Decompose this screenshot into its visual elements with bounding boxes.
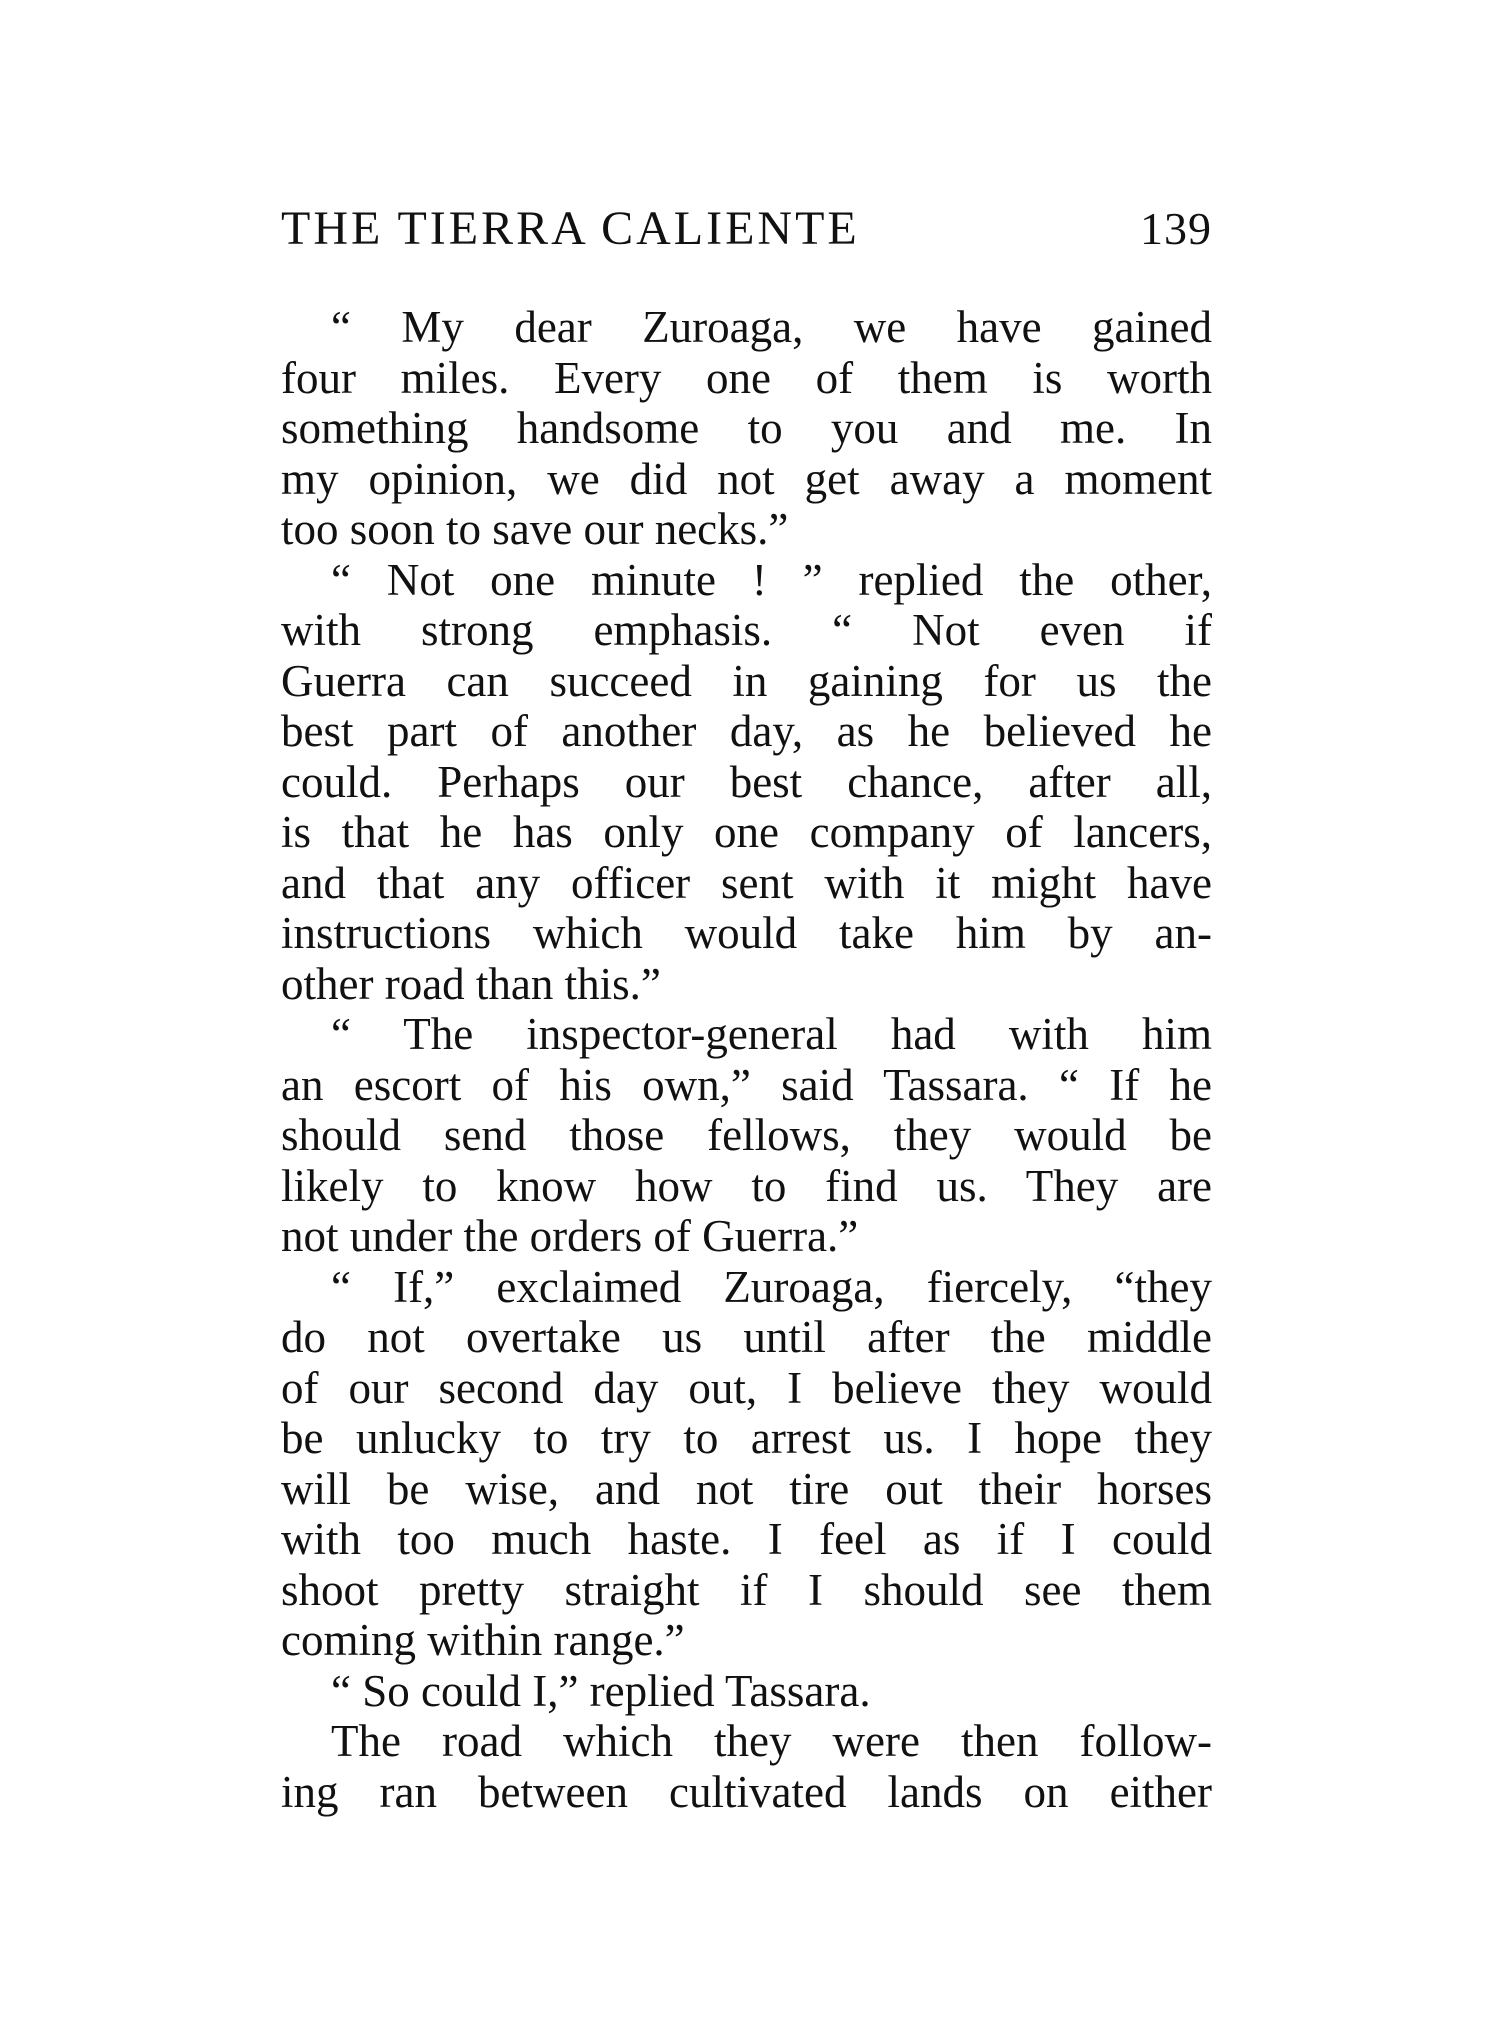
text-line: something handsome to you and me. In [281, 403, 1212, 453]
text-line: be unlucky to try to arrest us. I hope they [281, 1413, 1212, 1463]
text-line: my opinion, we did not get away a moment [281, 453, 1212, 504]
page-number: 139 [1140, 203, 1212, 254]
text-line: and that any officer sent with it might have [281, 857, 1212, 908]
text-line: The road which they were then follow- [331, 1716, 1212, 1766]
text-line: with strong emphasis. “ Not even if [281, 605, 1212, 655]
text-line: should send those fellows, they would be [281, 1110, 1212, 1160]
text-line: four miles. Every one of them is worth [281, 352, 1212, 403]
text-line: coming within range.” [281, 1615, 685, 1665]
running-title: THE TIERRA CALIENTE [281, 202, 860, 255]
text-line: do not overtake us until after the middle [281, 1312, 1212, 1362]
text-line: “ The inspector-general had with him [331, 1009, 1212, 1059]
text-line: is that he has only one company of lancers, [281, 807, 1212, 857]
text-line: too soon to save our necks.” [281, 504, 789, 554]
text-line: shoot pretty straight if I should see them [281, 1564, 1212, 1615]
text-line: “ So could I,” replied Tassara. [331, 1665, 871, 1716]
text-line: with too much haste. I feel as if I could [281, 1514, 1212, 1564]
text-line: “ Not one minute ! ” replied the other, [331, 554, 1212, 605]
text-line: Guerra can succeed in gaining for us the [281, 655, 1212, 706]
text-line: will be wise, and not tire out their horses [281, 1463, 1212, 1514]
text-line: of our second day out, I believe they would [281, 1362, 1212, 1413]
text-line: ing ran between cultivated lands on either [281, 1766, 1212, 1817]
text-line: other road than this.” [281, 958, 661, 1009]
text-line: “ If,” exclaimed Zuroaga, fiercely, “they [331, 1261, 1212, 1312]
running-head [281, 196, 1212, 262]
text-line: “ My dear Zuroaga, we have gained [331, 302, 1212, 352]
text-line: not under the orders of Guerra.” [281, 1211, 859, 1261]
text-line: instructions which would take him by an- [281, 908, 1212, 958]
text-line: best part of another day, as he believed he [281, 706, 1212, 756]
text-line: could. Perhaps our best chance, after all, [281, 756, 1212, 807]
text-line: likely to know how to find us. They are [281, 1160, 1212, 1211]
text-line: an escort of his own,” said Tassara. “ If he [281, 1059, 1212, 1110]
body-text [281, 302, 1212, 1817]
